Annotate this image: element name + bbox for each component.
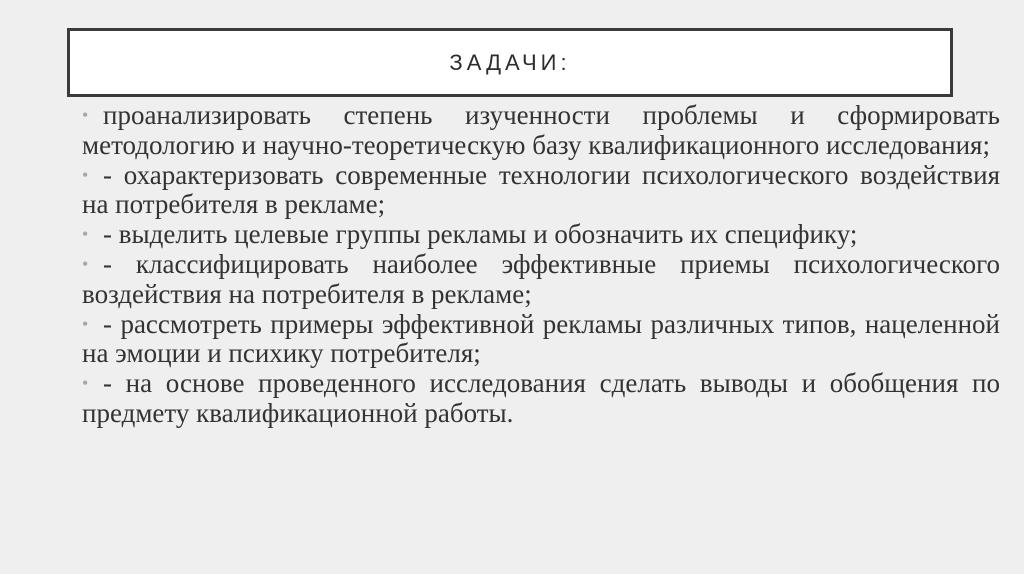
list-item (82, 220, 1000, 250)
list-item (82, 161, 1000, 221)
bullet-icon: • (82, 164, 89, 185)
slide-title: ЗАДАЧИ: (449, 49, 571, 75)
bullet-icon: • (82, 313, 89, 334)
list-item (82, 101, 1000, 161)
bullet-icon: • (82, 373, 89, 394)
title-box (67, 28, 953, 97)
list-item (82, 369, 1000, 429)
bullet-icon: • (82, 253, 89, 274)
list-item-text: проанализировать степень изученности проблемы и сформировать методологию и научно-теоретическую базу квалификационного исследования; (82, 100, 1000, 160)
list-item-text: - охарактеризовать современные технологии психологического воздействия на потребителя в рекламе; (82, 159, 1000, 220)
bullet-icon: • (82, 224, 89, 245)
list-item-text: - на основе проведенного исследования сделать выводы и обобщения по предмету квалификационной работы. (82, 368, 1000, 428)
list-item (82, 250, 1000, 310)
list-item-text: - выделить целевые группы рекламы и обозначить их специфику; (103, 219, 858, 250)
list-item-text: - рассмотреть примеры эффективной рекламы различных типов, нацеленной на эмоции и психику потребителя; (82, 308, 1000, 369)
list-item-text: - классифицировать наиболее эффективные приемы психологического воздействия на потребителя в рекламе; (82, 248, 1000, 309)
bullet-icon: • (82, 105, 89, 125)
list-item (82, 310, 1000, 370)
task-list (82, 101, 1000, 429)
